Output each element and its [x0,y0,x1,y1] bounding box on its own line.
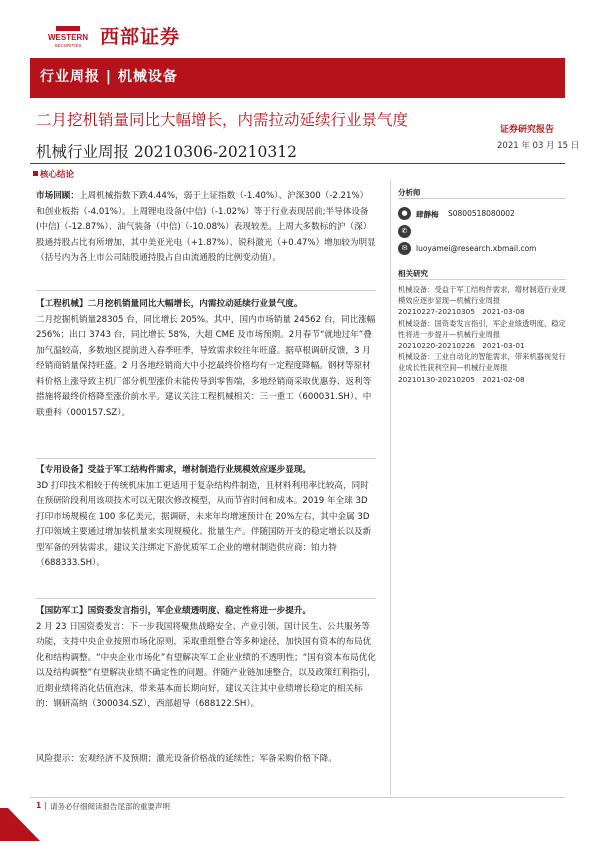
section-engineering [36,297,376,421]
analyst-cert: S0800518080002 [448,209,515,218]
related-item-date: 20210220-20210226 2021-03-01 [398,341,525,351]
section-headline: 国资委发言指引，军企业绩透明度、稳定性将进一步提升。 [87,606,312,616]
page-number: 1 [36,801,42,810]
section-divider [36,458,376,459]
footer-divider [30,797,565,798]
section-tag: 【国防军工】 [36,606,88,616]
email-icon: ✉ [398,242,411,255]
analyst-name: 肆靜梅 [416,210,439,219]
market-text: 上周机械指数下跌4.44%，弱于上证指数（-1.40%）、沪深300（-2.21%）和创业板指（-4.01%）。上周锂电设备(中信)（-1.02%）等于行业表现居前;半导体设备(中信)（-12.87%）、油气装备（中信)（-10.08%）表现较差。上周大多数标的沪（深）股通持股占比有所增加，其中美亚光电（+1.87%）、锐科激光（+0.47%）增加较为明显（括号内为各上市公司陆股通持股占自由流通股的比例变动值）。 [36,191,376,263]
market-label: 市场回顾： [36,191,79,201]
related-list [398,284,566,385]
analyst-heading: 分析师 [398,188,421,197]
related-heading: 相关研究 [398,269,428,278]
section-marker-icon [33,171,38,176]
section-divider [36,290,376,291]
category-text: 行业周报 | 机械设备 [40,69,178,85]
footer-disclaimer: 请务必仔细阅读报告尾部的重要声明 [50,802,170,811]
related-item-date: 20210130-20210205 2021-02-08 [398,374,525,384]
section-headline: 二月挖机销量同比大幅增长，内需拉动延续行业景气度。 [87,299,303,309]
logo-en-sub: SECURITIES [54,43,82,48]
section-tag: 【工程机械】 [36,299,88,309]
related-item-title: 机械设备：工业自动化的智能需求，带来机器视觉行业成长性获利空间—机械行业周报 [398,352,566,373]
report-subtitle: 机械行业周报 20210306-20210312 [36,143,297,161]
person-icon: ● [398,207,411,220]
logo-chinese: 西部证券 [100,26,181,48]
section-heading [36,604,376,620]
company-logo [42,26,94,50]
column-divider [390,180,391,795]
logo-en-text: WESTERN [48,33,88,42]
section-divider [36,598,376,599]
section-heading [36,463,376,479]
section-body: 3D 打印技术相较于传统机床加工更适用于复杂结构件制造，且材料利用率比较高，同时在预研阶段利用该项技术可以无限次修改模型，从而节省时间和成本。2019 年全球 3D 打印市场规模在 100 多亿美元，据调研，未来年均增速预计在 20%左右，其中金属 3D 打印领域主要通过增加装机量来实现规模化、批量生产。伴随国防开支的稳定增长以及新型军备的列装需求，建议关注绑定下游优质军工企业的增材制造供应商：铂力特（688333.SH）。 [36,480,372,568]
phone-icon: ✆ [398,225,411,238]
section-tag: 【专用设备】 [36,465,88,475]
analyst-email[interactable]: luoyamei@research.xbmail.com [416,244,537,253]
related-divider [398,279,566,280]
list-item[interactable] [398,284,566,318]
list-item[interactable] [398,318,566,352]
list-item[interactable] [398,351,566,385]
section-heading [36,297,376,313]
corner-decoration [0,808,40,845]
core-heading: 核心结论 [40,170,75,180]
section-body: 二月挖掘机销量28305 台，同比增长 205%。其中，国内市场销量 24562 台，同比涨幅 256%；出口 3743 台，同比增长 58%，大超 CME 及市场预期。2月春节“就地过年”叠加气温较高，多数地区提前进入春季旺季，导致需求较往年旺盛。据草根调研反馈，3 月经销商销量保持旺盛。2 月各地经销商大中小挖最终价格均有一定程度降幅。钢材等原材料价格上涨导致主机厂部分机型涨价未能传导到零售端，多地经销商采取优惠券、返利等措施将最终价格降至涨价前水平。建议关注工程机械相关：三一重工（600031.SH）、中联重科（000157.SZ）。 [36,314,376,418]
report-date: 2021 年 03 月 15 日 [497,141,580,151]
section-special-equipment [36,463,376,572]
risk-warning: 风险提示：宏观经济不及预期；激光设备价格战的延续性；军备采购价格下降。 [36,754,337,764]
market-review [36,189,376,267]
section-defense [36,604,376,713]
analyst-divider [398,198,566,199]
header-divider [30,163,565,164]
footer-separator: | [44,801,47,810]
section-body: 2 月 23 日国资委发言：下一步我国将聚焦战略安全、产业引领、国计民生、公共服务等功能，支持中央企业按照市场化原则，采取重组整合等多种途径，加快国有资本的布局优化和结构调整。“中央企业市场化”有望解决军工企业业绩的不透明性；“国有资本布局优化以及结构调整”有望解决业绩不确定性的问题。伴随产业链加速整合，以及政策红利指引，近期业绩将消化估值泡沫，带来基本面长期向好，建议关注其中业绩增长稳定的相关标的：钢研高纳（300034.SZ），西部超导（688122.SH）。 [36,621,376,709]
related-item-title: 机械设备：国资委发言指引，军企业绩透明度、稳定性将进一步提升—机械行业周报 [398,318,566,339]
related-item-date: 20210227-20210305 2021-03-08 [398,307,525,317]
related-item-title: 机械设备：受益于军工结构件需求，增材制造行业规模效应逐步显现—机械行业周报 [398,285,566,306]
report-type: 证券研究报告 [500,125,555,135]
section-headline: 受益于军工结构件需求，增材制造行业规模效应逐步显现。 [87,465,312,475]
page-title: 二月挖机销量同比大幅增长，内需拉动延续行业景气度 [36,111,409,129]
